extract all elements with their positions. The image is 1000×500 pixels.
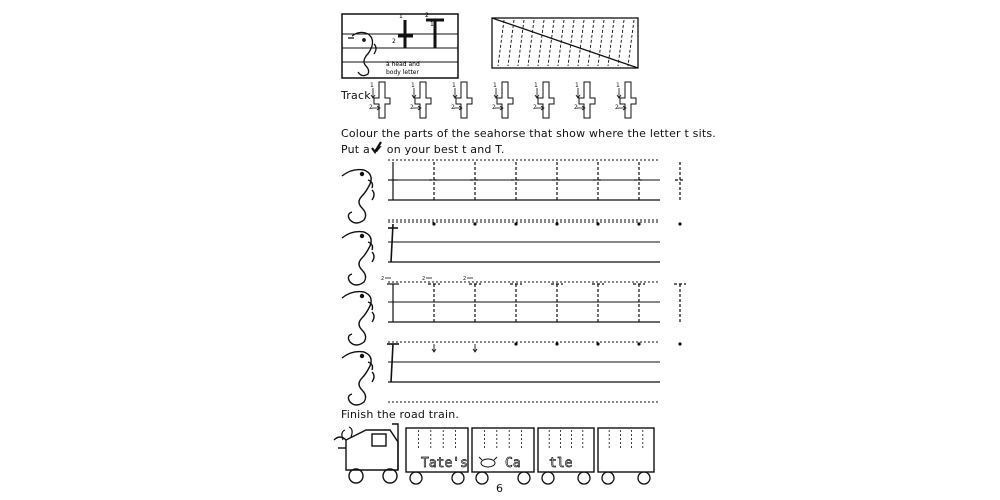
trailer-wheel [638,472,650,484]
practice-letter [470,162,480,200]
seahorse-body [342,170,371,223]
trace-letter-t [410,82,431,118]
start-dot [596,342,599,345]
trace-outline [620,82,636,118]
slant-guide-line [548,20,554,66]
stroke-number: 1 [493,82,497,89]
practice-letter [551,284,563,322]
start-dot [432,222,435,225]
best-instruction: Put a ✔ on your best t and T. [341,143,505,156]
seahorse-body [342,232,371,285]
start-dot [637,342,640,345]
page-number: 6 [496,482,504,495]
road-train [334,424,654,484]
stroke-number: 2 [381,276,385,282]
stroke-number: 1 [616,82,620,89]
practice-letter [432,344,436,352]
practice-letter [592,284,604,322]
track-row [369,82,636,118]
stroke-arrow [617,88,621,98]
slant-guide-line [528,20,534,66]
track-label: Track [341,89,371,102]
practice-letter [511,162,521,200]
trace-letter-t [615,82,636,118]
practice-letter [387,344,399,382]
trace-letter-t [533,82,554,118]
slant-guide-line [618,20,624,66]
practice-letter [429,162,439,200]
stroke-number: 2 [422,276,426,282]
practice-letter [552,162,562,200]
practice-letter [678,342,681,345]
start-dot [514,342,517,345]
trace-letter-t [369,82,390,118]
trailer-wheel [518,472,530,484]
trace-letter-t [492,82,513,118]
start-dot [473,222,476,225]
stroke-arrow [473,344,477,352]
slant-guide-line [598,20,604,66]
stroke-number: 2 [574,104,578,111]
trailer-wheel [476,472,488,484]
seahorse-icon [342,170,374,223]
slant-guide-line [578,20,584,66]
trace-outline [579,82,595,118]
road-train-truck-icon [334,424,398,483]
seahorse-eye [361,295,364,298]
stroke-arrow [535,88,539,98]
practice-letter [555,222,558,225]
stroke-arrow [494,88,498,98]
trace-outline [415,82,431,118]
trailer-body [472,428,534,472]
stroke-number: 1 [534,82,538,89]
slant-guide-line [498,20,504,66]
trailer [598,428,654,484]
practice-letter [388,162,398,200]
practice-letter [674,284,686,322]
practice-letter [381,276,399,322]
slant-guide-line [588,20,594,66]
trailer-word-2: Ca [505,456,521,471]
seahorse-icon [342,352,374,405]
trailer-body [598,428,654,472]
stroke-number: 1 [370,82,374,89]
practice-letter [510,284,522,322]
trailer-wheel [602,472,614,484]
stroke-arrow [576,88,580,98]
slant-guide-line [568,20,574,66]
seahorse-eye [361,355,364,358]
trailer-wheel [452,472,464,484]
trailer-wheel [410,472,422,484]
trailer-wheel [542,472,554,484]
stroke-arrow [371,88,375,98]
practice-letter [637,222,640,225]
practice-letter [678,222,681,225]
practice-letter [432,222,435,225]
practice-rows [342,160,686,405]
finish-instruction: Finish the road train. [341,408,460,421]
trace-letter-t [574,82,595,118]
practice-letter [463,276,481,322]
stroke-number: 2 [451,104,455,111]
example-caption-line2: body letter [386,69,419,76]
practice-letter [473,222,476,225]
practice-letter [675,162,685,200]
start-dot [678,222,681,225]
slant-guide-line [508,20,514,66]
stroke-arrow [432,344,436,352]
stroke-number: 2 [410,104,414,111]
seahorse-icon [342,232,374,285]
start-dot [678,342,681,345]
practice-row [342,276,686,345]
practice-letter [633,284,645,322]
trailer-word-3: tle [549,456,573,471]
trace-letter-t [451,82,472,118]
slant-guide-line [628,20,634,66]
practice-letter [388,224,398,262]
practice-letter [555,342,558,345]
trace-outline [456,82,472,118]
practice-row [342,342,682,405]
stroke-arrow [412,88,416,98]
letter-stem [391,224,393,262]
stroke-number: 2 [425,12,429,19]
seahorse-body [342,352,371,405]
practice-row [342,222,682,285]
stroke-number: 1 [452,82,456,89]
practice-letter [593,162,603,200]
stroke-number: 1 [575,82,579,89]
seahorse-eye [361,173,364,176]
practice-letter [634,162,644,200]
stroke-number: 2 [392,38,396,45]
example-caption-line1: a head and [386,61,420,68]
stroke-number: 2 [369,104,373,111]
start-dot [555,222,558,225]
start-dot [596,222,599,225]
stroke-number: 2 [533,104,537,111]
letter-stem [391,344,393,382]
practice-letter [514,342,517,345]
slant-guide-box [492,18,638,68]
practice-row [342,160,685,223]
seahorse-icon [342,292,374,345]
stroke-arrow [453,88,457,98]
trailer-word-1: Tate's [421,456,468,471]
trailer-wheel [578,472,590,484]
start-dot [555,342,558,345]
seahorse-icon [348,32,376,75]
stroke-number: 1 [430,21,434,28]
cow-icon [479,457,497,467]
stroke-number: 2 [615,104,619,111]
trace-outline [538,82,554,118]
stroke-number: 2 [492,104,496,111]
colour-instruction: Colour the parts of the seahorse that show where the letter t sits. [341,127,716,140]
seahorse-eye [361,235,364,238]
start-dot [637,222,640,225]
stroke-number: 2 [463,276,467,282]
stroke-number: 1 [399,13,403,20]
trace-outline [374,82,390,118]
practice-letter [422,276,440,322]
stroke-number: 1 [411,82,415,89]
practice-letter [514,222,517,225]
start-dot [514,222,517,225]
practice-letter [473,344,477,352]
trace-outline [497,82,513,118]
seahorse-body [342,292,371,345]
practice-letter [596,222,599,225]
practice-letter [596,342,599,345]
slant-guide-line [538,20,544,66]
trailer [472,428,534,484]
practice-letter [637,342,640,345]
